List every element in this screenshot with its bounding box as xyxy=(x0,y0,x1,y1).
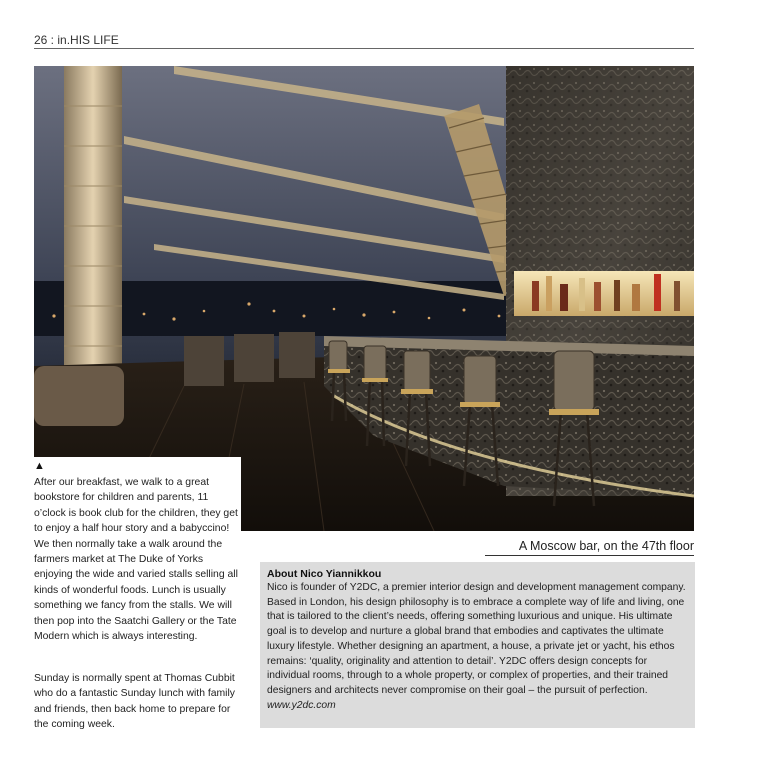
caption-divider xyxy=(485,555,694,556)
article-paragraph-2: Sunday is normally spent at Thomas Cubbit who do a fantastic Sunday lunch with family and friends, then back home to prepare for the coming week. xyxy=(34,673,235,731)
about-body-text: Nico is founder of Y2DC, a premier interior design and development management company. Based in London, his design philosophy is to embrace a complete way of life and living, one that is tailored to the client’s needs, offering something luxurious and unique. His ultimate goal is to develop and nurture a global brand that embodies and captivates the ultimate luxury lifestyle. Whether designing an apartment, a house, a private jet or yacht, his ethos remains: ‘quality, originality and attention to detail’. Y2DC offers design concepts for individual rooms, through to a whole property, or complex of properties, and their trained designers and architects never compromise on their goal – the pursuit of perfection. xyxy=(267,582,686,696)
about-box xyxy=(260,562,695,728)
about-title: About Nico Yiannikkou xyxy=(267,568,382,580)
triangle-marker-icon: ▲ xyxy=(34,460,45,472)
about-body xyxy=(267,581,687,713)
header-divider xyxy=(34,48,694,49)
article-paragraph-1: After our breakfast, we walk to a great bookstore for children and parents, 11 o’clock is book club for the children, they get to enjoy a half hour story and a babyccino! We then normally take a walk around the farmers market at The Duke of Yorks enjoying the wide and varied stalls selling all kinds of wonderful foods. Lunch is usually something we fancy from the stalls. We will then pop into the Saatchi Gallery or the Tate Modern which is always interesting. xyxy=(34,477,238,643)
photo-caption: A Moscow bar, on the 47th floor xyxy=(518,539,694,553)
page-header: 26 : in.HIS LIFE xyxy=(34,33,119,47)
website-link[interactable]: www.y2dc.com xyxy=(267,699,336,711)
